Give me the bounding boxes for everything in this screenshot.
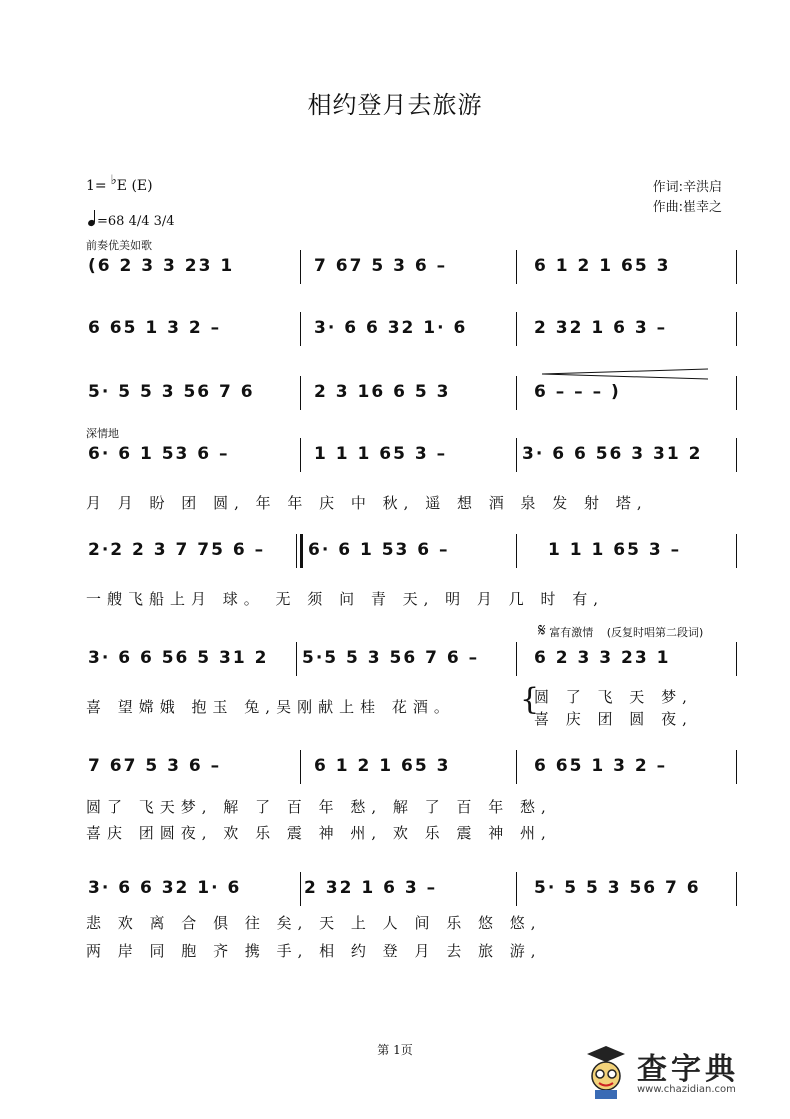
measure: 1 1 1 65 3 –: [314, 444, 448, 464]
barline: [736, 642, 737, 676]
repeat-note: (反复时唱第二段词): [606, 626, 704, 639]
barline: [736, 438, 737, 472]
lyricist-credit: 作词:辛洪启: [652, 180, 722, 195]
measure: 7 67 5 3 6 –: [314, 256, 448, 276]
barline: [516, 642, 517, 676]
lyric-line: 一艘飞船上月 球。 无 须 问 青 天, 明 月 几 时 有,: [86, 590, 604, 608]
composer-credit: 作曲:崔幸之: [652, 200, 722, 215]
measure: 1 1 1 65 3 –: [548, 540, 682, 560]
tempo-marking: [88, 213, 175, 229]
lyric-verse-2: 两 岸 同 胞 齐 携 手, 相 约 登 月 去 旅 游,: [86, 942, 542, 960]
measure: 6 – – – ): [534, 382, 621, 402]
note-stem: [94, 210, 95, 222]
barline: [516, 250, 517, 284]
lyric-line: 喜 望嫦娥 抱玉 兔,吴刚献上桂 花酒。: [86, 698, 455, 716]
measure: 2 32 1 6 3 –: [304, 878, 438, 898]
barline: [736, 312, 737, 346]
barline: [300, 250, 301, 284]
barline: [516, 872, 517, 906]
lyric-verse-1: 圆了 飞天梦, 解 了 百 年 愁, 解 了 百 年 愁,: [86, 798, 552, 816]
barline: [300, 376, 301, 410]
measure: 7 67 5 3 6 –: [88, 756, 222, 776]
barline: [736, 872, 737, 906]
music-line-4: [86, 444, 740, 484]
flat-icon: ♭: [110, 173, 117, 188]
measure: 3· 6 6 56 5 31 2: [88, 648, 269, 668]
measure: (6 2 3 3 23 1: [88, 256, 235, 276]
barline: [516, 438, 517, 472]
tempo-value: =68: [97, 214, 125, 229]
watermark-logo: [575, 1038, 775, 1108]
key-note: E: [116, 178, 128, 194]
watermark-name: 查字典: [637, 1052, 739, 1087]
music-line-2: [86, 318, 740, 358]
meters: 4/4 3/4: [128, 214, 175, 229]
barline: [736, 376, 737, 410]
measure: 6 65 1 3 2 –: [88, 318, 222, 338]
decrescendo-icon: [540, 368, 710, 380]
measure: 6 1 2 1 65 3: [534, 256, 671, 276]
measure: 3· 6 6 32 1· 6: [314, 318, 468, 338]
lyric-line: 月 月 盼 团 圆, 年 年 庆 中 秋, 遥 想 酒 泉 发 射 塔,: [86, 494, 648, 512]
measure: 5· 5 5 3 56 7 6: [88, 382, 255, 402]
segno-icon: 𝄋: [538, 620, 546, 641]
barline: [516, 376, 517, 410]
barline: [516, 312, 517, 346]
barline: [736, 750, 737, 784]
page-number: 第 1页: [377, 1043, 413, 1057]
watermark-url: www.chazidian.com: [637, 1084, 736, 1095]
barline: [296, 642, 297, 676]
measure: 5· 5 5 3 56 7 6: [534, 878, 701, 898]
measure: 2 3 16 6 5 3: [314, 382, 451, 402]
measure: 6· 6 1 53 6 –: [88, 444, 230, 464]
measure: 2·2 2 3 7 75 6 –: [88, 540, 266, 560]
repeat-barline: [300, 534, 303, 568]
measure: 6 2 3 3 23 1: [534, 648, 671, 668]
lyric-verse-1: 圆 了 飞 天 梦,: [534, 688, 693, 706]
page-title: 相约登月去旅游: [307, 91, 483, 119]
barline: [300, 750, 301, 784]
measure: 6 65 1 3 2 –: [534, 756, 668, 776]
music-line-5: [86, 540, 740, 580]
measure: 3· 6 6 56 3 31 2: [522, 444, 703, 464]
barline: [300, 438, 301, 472]
barline: [300, 312, 301, 346]
music-line-6: [86, 648, 740, 688]
key-alt: (E): [131, 178, 153, 194]
mascot-icon: [585, 1044, 627, 1100]
barline: [736, 534, 737, 568]
barline: [300, 872, 301, 906]
measure: 3· 6 6 32 1· 6: [88, 878, 242, 898]
barline: [516, 534, 517, 568]
measure: 5·5 5 3 56 7 6 –: [302, 648, 480, 668]
lyric-verse-1: 悲 欢 离 合 俱 往 矣, 天 上 人 间 乐 悠 悠,: [86, 914, 542, 932]
key-signature: [86, 173, 153, 194]
measure: 6· 6 1 53 6 –: [308, 540, 450, 560]
music-line-7: [86, 756, 740, 796]
prelude-expression: 前奏优美如歌: [86, 239, 152, 252]
lyric-verse-2: 喜 庆 团 圆 夜,: [534, 710, 693, 728]
music-line-1: [86, 256, 740, 296]
key-prefix: 1=: [86, 178, 107, 194]
measure: 2 32 1 6 3 –: [534, 318, 668, 338]
music-line-3: [86, 382, 740, 422]
brace-icon: {: [520, 682, 540, 717]
barline: [736, 250, 737, 284]
deep-expression: 深情地: [86, 427, 119, 440]
rich-expression: [538, 620, 703, 641]
barline: [296, 534, 297, 568]
measure: 6 1 2 1 65 3: [314, 756, 451, 776]
lyric-verse-2: 喜庆 团圆夜, 欢 乐 震 神 州, 欢 乐 震 神 州,: [86, 824, 552, 842]
rich-label: 富有激情: [549, 626, 594, 639]
barline: [516, 750, 517, 784]
